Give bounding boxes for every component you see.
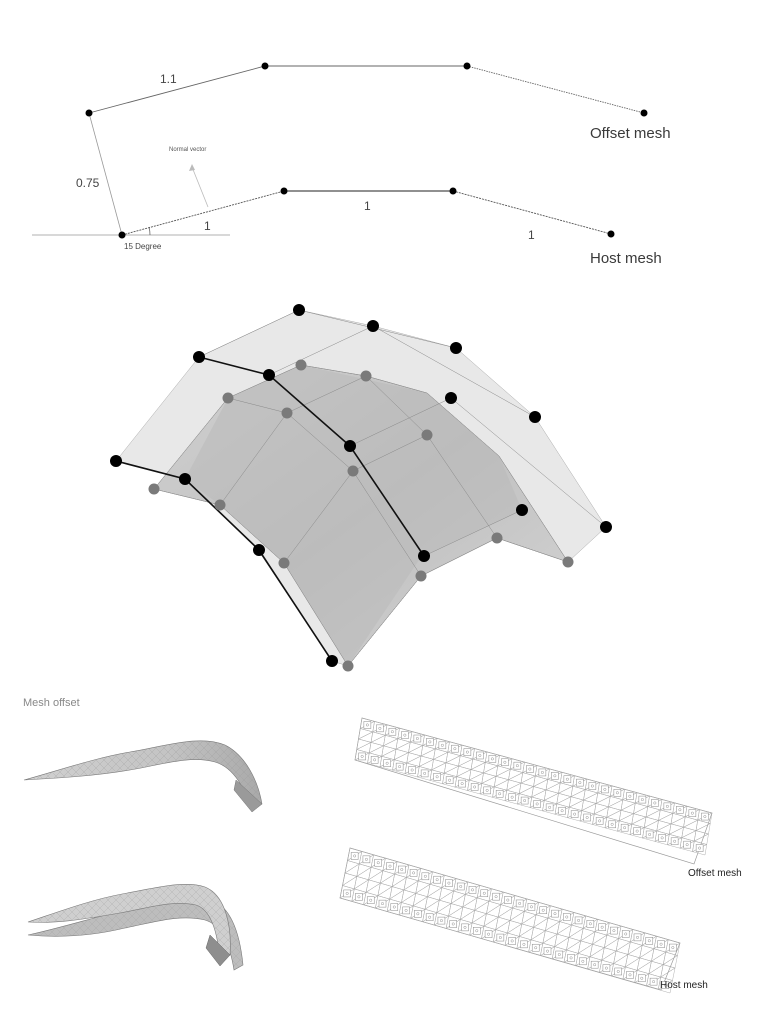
connector-tab <box>546 804 553 811</box>
offset-node <box>263 369 275 381</box>
host-node <box>119 232 126 239</box>
connector-tab <box>603 965 610 972</box>
host-node <box>279 558 290 569</box>
offset-node <box>641 110 648 117</box>
host-node <box>296 360 307 371</box>
connector-tab <box>646 937 653 944</box>
connector-tab <box>501 759 508 766</box>
offset-pattern-panels <box>355 718 712 855</box>
connector-tab <box>575 917 582 924</box>
angle-arc <box>149 227 150 235</box>
connector-tab <box>634 828 641 835</box>
offset-mesh-label: Offset mesh <box>590 125 671 142</box>
connector-tab <box>439 742 446 749</box>
connector-tab <box>646 831 653 838</box>
connector-tab <box>568 954 575 961</box>
connector-tab <box>426 738 433 745</box>
offset-node <box>516 504 528 516</box>
offset-node <box>253 544 265 556</box>
connector-tab <box>664 803 671 810</box>
connector-tab <box>696 845 703 852</box>
offset-node <box>600 521 612 533</box>
offset-node <box>86 110 93 117</box>
normal-vector-arrow <box>192 167 208 207</box>
connector-tab <box>401 732 408 739</box>
segment-label-1-a: 1 <box>204 219 211 233</box>
connector-tab <box>589 783 596 790</box>
offset-node <box>326 655 338 667</box>
connector-tab <box>509 937 516 944</box>
connector-tab <box>426 914 433 921</box>
connector-tab <box>671 838 678 845</box>
connector-tab <box>422 873 429 880</box>
connector-tab <box>434 773 441 780</box>
host-node <box>348 466 359 477</box>
double-strip-render <box>28 884 243 970</box>
connector-tab <box>462 924 469 931</box>
flat-pattern-offset <box>355 718 712 864</box>
host-node <box>450 188 457 195</box>
connector-tab <box>544 948 551 955</box>
host-pattern-panels <box>340 848 680 993</box>
flat-host-mesh-label: Host mesh <box>660 980 708 991</box>
connector-tab <box>409 767 416 774</box>
offset-node <box>529 411 541 423</box>
connector-tab <box>551 772 558 779</box>
connector-tab <box>476 752 483 759</box>
connector-tab <box>464 749 471 756</box>
normal-vector-arrowhead <box>189 164 195 171</box>
connector-tab <box>451 745 458 752</box>
connector-tab <box>457 883 464 890</box>
host-node <box>282 408 293 419</box>
connector-tab <box>701 813 708 820</box>
host-node <box>608 231 615 238</box>
connector-tab <box>384 760 391 767</box>
host-node <box>422 430 433 441</box>
offset-distance-line <box>89 113 122 235</box>
strip-mesh-texture <box>24 741 262 810</box>
connector-tab <box>434 876 441 883</box>
connector-tab <box>371 756 378 763</box>
connector-tab <box>638 975 645 982</box>
connector-tab <box>364 721 371 728</box>
connector-tab <box>599 924 606 931</box>
host-node <box>416 571 427 582</box>
host-node <box>281 188 288 195</box>
connector-tab <box>627 971 634 978</box>
connector-tab <box>438 917 445 924</box>
connector-tab <box>556 951 563 958</box>
connector-tab <box>552 910 559 917</box>
connector-tab <box>391 904 398 911</box>
mesh-offset-caption: Mesh offset <box>23 697 80 709</box>
connector-tab <box>521 797 528 804</box>
host-profile-dotted <box>122 191 284 235</box>
host-node <box>492 533 503 544</box>
connector-tab <box>650 978 657 985</box>
host-node <box>149 484 160 495</box>
segment-label-1-b: 1 <box>364 199 371 213</box>
connector-tab <box>615 968 622 975</box>
connector-tab <box>601 786 608 793</box>
connector-tab <box>576 779 583 786</box>
connector-tab <box>376 725 383 732</box>
offset-node <box>464 63 471 70</box>
connector-tab <box>651 799 658 806</box>
connector-tab <box>398 866 405 873</box>
connector-tab <box>532 944 539 951</box>
connector-tab <box>559 807 566 814</box>
segment-label-0-75: 0.75 <box>76 176 100 190</box>
connector-tab <box>445 880 452 887</box>
connector-tab <box>622 930 629 937</box>
host-mesh-label: Host mesh <box>590 250 662 267</box>
connector-tab <box>563 914 570 921</box>
connector-tab <box>493 893 500 900</box>
connector-tab <box>414 910 421 917</box>
connector-tab <box>669 944 676 951</box>
connector-tab <box>539 769 546 776</box>
connector-tab <box>379 900 386 907</box>
flat-offset-mesh-label: Offset mesh <box>688 868 742 879</box>
connector-tab <box>504 897 511 904</box>
connector-tab <box>414 735 421 742</box>
section-profile <box>32 63 671 268</box>
connector-tab <box>526 766 533 773</box>
connector-tab <box>489 755 496 762</box>
connector-tab <box>359 753 366 760</box>
connector-tab <box>610 927 617 934</box>
host-node <box>215 500 226 511</box>
connector-tab <box>579 958 586 965</box>
normal-vector-label: Normal vector <box>169 147 207 153</box>
connector-tab <box>571 811 578 818</box>
connector-tab <box>564 776 571 783</box>
connector-tab <box>403 907 410 914</box>
mesh-3d-illustration <box>110 304 612 672</box>
host-node <box>563 557 574 568</box>
connector-tab <box>344 890 351 897</box>
flat-pattern-host <box>340 848 680 993</box>
offset-node <box>367 320 379 332</box>
connector-tab <box>484 787 491 794</box>
connector-tab <box>609 821 616 828</box>
offset-node <box>110 455 122 467</box>
single-strip-render <box>24 741 262 812</box>
connector-tab <box>634 934 641 941</box>
connector-tab <box>471 783 478 790</box>
connector-tab <box>509 794 516 801</box>
connector-tab <box>389 728 396 735</box>
connector-tab <box>496 790 503 797</box>
offset-node <box>179 473 191 485</box>
connector-tab <box>520 941 527 948</box>
connector-tab <box>363 856 370 863</box>
offset-profile-line <box>89 66 467 113</box>
connector-tab <box>639 796 646 803</box>
segment-label-1-c: 1 <box>528 228 535 242</box>
offset-node <box>418 550 430 562</box>
connector-tab <box>614 789 621 796</box>
connector-tab <box>469 886 476 893</box>
angle-label: 15 Degree <box>124 242 162 251</box>
connector-tab <box>481 890 488 897</box>
connector-tab <box>473 927 480 934</box>
offset-node <box>445 392 457 404</box>
connector-tab <box>450 920 457 927</box>
connector-tab <box>591 961 598 968</box>
offset-node <box>262 63 269 70</box>
connector-tab <box>587 920 594 927</box>
connector-tab <box>446 777 453 784</box>
connector-tab <box>516 900 523 907</box>
connector-tab <box>689 810 696 817</box>
connector-tab <box>676 806 683 813</box>
connector-tab <box>534 800 541 807</box>
connector-tab <box>396 763 403 770</box>
connector-tab <box>387 863 394 870</box>
connector-tab <box>540 907 547 914</box>
connector-tab <box>367 897 374 904</box>
offset-node <box>450 342 462 354</box>
connector-tab <box>410 869 417 876</box>
host-node <box>223 393 234 404</box>
connector-tab <box>658 941 665 948</box>
connector-tab <box>659 834 666 841</box>
offset-node <box>193 351 205 363</box>
connector-tab <box>684 841 691 848</box>
connector-tab <box>485 931 492 938</box>
segment-label-1-1: 1.1 <box>160 72 177 86</box>
connector-tab <box>459 780 466 787</box>
connector-tab <box>355 893 362 900</box>
connector-tab <box>596 817 603 824</box>
offset-node <box>344 440 356 452</box>
connector-tab <box>351 852 358 859</box>
offset-node <box>293 304 305 316</box>
connector-tab <box>528 903 535 910</box>
connector-tab <box>626 793 633 800</box>
offset-pattern-outline <box>355 718 712 864</box>
host-node <box>361 371 372 382</box>
host-node <box>343 661 354 672</box>
connector-tab <box>497 934 504 941</box>
connector-tab <box>421 770 428 777</box>
offset-profile-dotted <box>467 66 644 113</box>
connector-tab <box>514 762 521 769</box>
connector-tab <box>621 824 628 831</box>
connector-tab <box>584 814 591 821</box>
connector-tab <box>375 859 382 866</box>
